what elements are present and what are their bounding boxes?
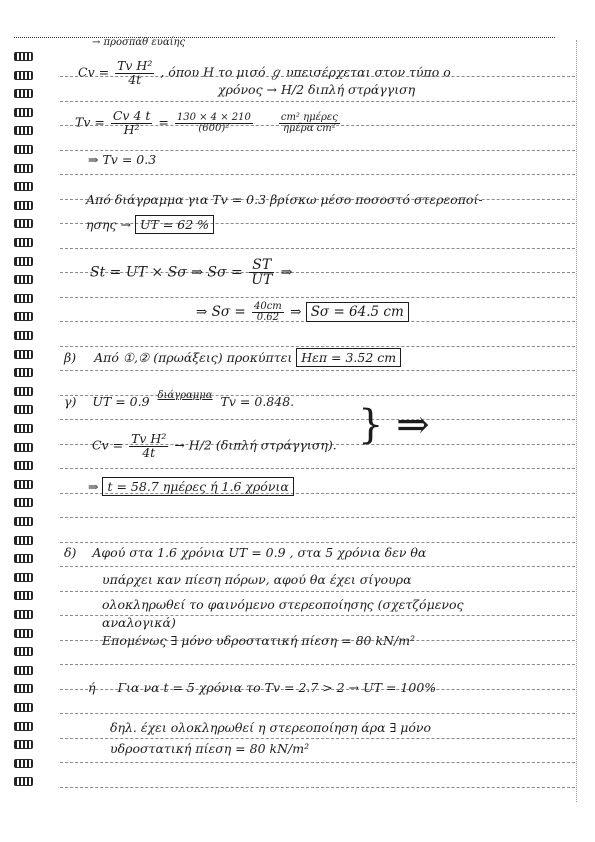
- binding-ring: [14, 740, 33, 749]
- binding-ring: [14, 294, 33, 303]
- binding-ring: [14, 368, 33, 377]
- l3-frac3: [279, 113, 340, 134]
- l8-a: ⇒ Sσ =: [196, 304, 246, 320]
- line-17: Επομένως ∃ μόνο υδροστατική πίεση = 80 kN/m²: [102, 633, 416, 648]
- l7-a: St = UT × Sσ ⇒ Sσ =: [90, 264, 243, 281]
- l8-frac: [252, 302, 284, 323]
- line-5: Από διάγραμμα για Tv = 0.3 βρίσκω μέσο ποσοστό στερεοποί-: [86, 192, 483, 207]
- ruled-line: [60, 542, 575, 543]
- line-8: [196, 302, 409, 323]
- l7-den: UT: [251, 272, 273, 288]
- binding-ring: [14, 201, 33, 210]
- binding-ring: [14, 257, 33, 266]
- ruled-line: [60, 297, 575, 298]
- l11-num: Tv H²: [131, 431, 167, 446]
- l13-text: Αφού στα 1.6 χρόνια UT = 0.9 , στα 5 χρόνια δεν θα: [92, 545, 427, 560]
- line-7: [90, 258, 293, 287]
- binding-ring: [14, 610, 33, 619]
- ruled-line: [60, 664, 575, 665]
- l8-den: 0.62: [256, 312, 279, 323]
- ruled-line: [60, 787, 575, 788]
- l3-num1: Cv 4 t: [112, 108, 151, 123]
- binding-ring: [14, 722, 33, 731]
- l6-a: ησης →: [86, 217, 131, 232]
- l7-b: ⇒: [280, 264, 293, 281]
- binding-ring: [14, 108, 33, 117]
- binding-ring: [14, 424, 33, 433]
- l18-text: Για να t = 5 χρόνια το Tv = 2.7 > 2 → UT = 100%: [117, 680, 437, 695]
- l3-den3: ημέρα cm²: [282, 122, 336, 134]
- ruled-line: [60, 738, 575, 739]
- ruled-line: [60, 591, 575, 592]
- ruled-line: [60, 468, 575, 469]
- line-3: Tv = $\frac{Cv 4 t}{\text{H²}}$ = $\frac{130 \times 4 \times 210}{\text{(600)²}}$ $\frac{\text{cm² ημέρες}}{\text{ημέρα cm²}}$: [75, 108, 338, 137]
- ruled-line: [60, 517, 575, 518]
- ruled-line: [60, 762, 575, 763]
- l18-label: ή: [88, 680, 96, 695]
- l11-a: Cv =: [92, 437, 124, 453]
- line-2: χρόνος → H/2 διπλή στράγγιση: [218, 82, 416, 97]
- binding-ring: [14, 517, 33, 526]
- line-19: δηλ. έχει ολοκληρωθεί η στερεοποίηση άρα ∃ μόνο: [110, 720, 432, 735]
- ruled-line: [60, 174, 575, 175]
- binding-ring: [14, 71, 33, 80]
- result-box-ssigma: Sσ = 64.5 cm: [306, 302, 409, 322]
- l1-frac: [115, 60, 154, 86]
- line-6: [86, 219, 214, 232]
- binding-ring: [14, 684, 33, 693]
- result-box-hep: Hεπ = 3.52 cm: [296, 348, 401, 367]
- line-9: [64, 352, 401, 365]
- result-box-t: t = 58.7 ημέρες ή 1.6 χρόνια: [102, 477, 293, 496]
- binding-ring: [14, 647, 33, 656]
- binding-ring: [14, 331, 33, 340]
- ruled-line: [60, 419, 575, 420]
- binding-ring: [14, 554, 33, 563]
- l1-a: Cv =: [78, 64, 110, 80]
- l10-mid: διάγραμμα: [157, 390, 213, 401]
- binding-ring: [14, 145, 33, 154]
- line-13: [64, 547, 426, 560]
- l7-frac: [249, 258, 274, 287]
- l3-frac2: [175, 113, 253, 134]
- l13-label: δ): [64, 545, 77, 560]
- l11-frac: [129, 433, 168, 459]
- binding-ring: [14, 759, 33, 768]
- l7-num: ST: [249, 258, 274, 273]
- l10-label: γ): [64, 394, 77, 409]
- binding-ring: [14, 350, 33, 359]
- note-top: → προσπάθ ευαίης: [92, 37, 186, 48]
- line-20: υδροστατική πίεση = 80 kN/m²: [110, 741, 310, 756]
- line-4: ⇒ Tv = 0.3: [88, 152, 157, 167]
- binding-ring: [14, 219, 33, 228]
- binding-ring: [14, 443, 33, 452]
- l3-frac1: [111, 110, 153, 136]
- line-16: αναλογικά): [102, 615, 176, 630]
- l3-num3: cm² ημέρες: [280, 111, 338, 123]
- ruled-line: [60, 370, 575, 371]
- binding-ring: [14, 52, 33, 61]
- l1-den: 4t: [128, 71, 142, 87]
- binding-ring: [14, 164, 33, 173]
- binding-ring: [14, 536, 33, 545]
- binding-ring: [14, 312, 33, 321]
- l8-num: 40cm: [253, 301, 282, 312]
- line-15: ολοκληρωθεί το φαινόμενο στερεοποίησης (σχετζόμενος: [102, 597, 464, 612]
- ruled-line: [60, 346, 575, 347]
- l3-num2: 130 × 4 × 210: [176, 111, 251, 123]
- binding-ring: [14, 405, 33, 414]
- binding-ring: [14, 703, 33, 712]
- binding-ring: [14, 498, 33, 507]
- l3-den1: H²: [123, 121, 140, 137]
- binding-ring: [14, 182, 33, 191]
- l11-b: → H/2 (διπλή στράγγιση).: [174, 437, 337, 453]
- binding-ring: [14, 275, 33, 284]
- l9-label: β): [64, 350, 77, 365]
- ruled-line: [60, 713, 575, 714]
- ruled-line: [60, 248, 575, 249]
- binding-ring: [14, 387, 33, 396]
- binding-ring: [14, 89, 33, 98]
- ruled-line: [60, 566, 575, 567]
- ruled-line: [60, 150, 575, 151]
- line-18: [88, 682, 436, 695]
- binding-ring: [14, 629, 33, 638]
- l1-b: , όπου H το μισό ℊ υπεισέρχεται στον τύπο ο: [160, 64, 451, 80]
- l9-a: Από ①,② (πρωάξεις) προκύπτει: [94, 350, 293, 365]
- binding-ring: [14, 238, 33, 247]
- brace: } ⇒: [358, 402, 430, 448]
- l8-b: ⇒: [290, 304, 302, 320]
- binding-ring: [14, 666, 33, 675]
- l10-a: UT = 0.9: [92, 394, 150, 409]
- l10-b: Tv = 0.848.: [220, 394, 295, 409]
- result-box-ut: UT = 62 %: [135, 215, 214, 234]
- page-right-margin: [576, 40, 577, 802]
- line-12: [88, 481, 294, 494]
- line-11: [92, 433, 337, 459]
- l1-num: Tv H²: [117, 58, 153, 73]
- ruled-line: [60, 101, 575, 102]
- binding-ring: [14, 461, 33, 470]
- line-14: υπάρχει καν πίεση πόρων, αφού θα έχει σίγουρα: [102, 572, 412, 587]
- l11-den: 4t: [142, 444, 156, 460]
- binding-ring: [14, 480, 33, 489]
- binding-ring: [14, 126, 33, 135]
- line-10: [64, 390, 295, 409]
- l3-a: Tv =: [75, 114, 105, 130]
- binding-ring: [14, 573, 33, 582]
- binding-ring: [14, 591, 33, 600]
- spiral-binding: [14, 52, 32, 792]
- binding-ring: [14, 777, 33, 786]
- l3-den2: (600)²: [198, 122, 230, 134]
- l12-a: ⇒: [88, 479, 99, 494]
